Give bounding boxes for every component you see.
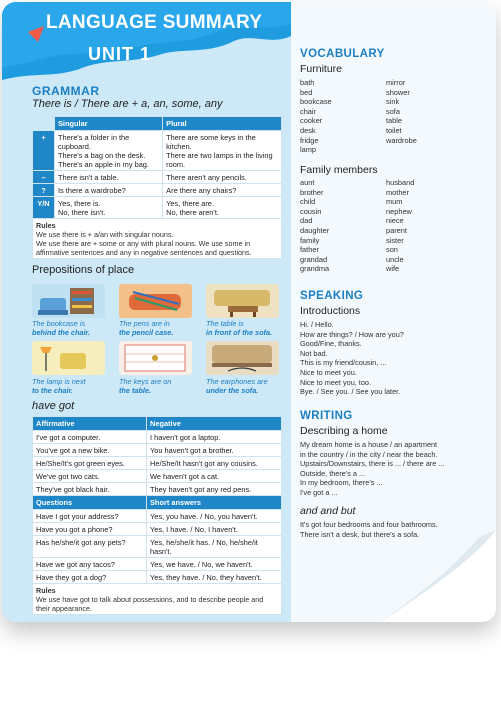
list-item: cousin [300,206,322,216]
list-item: desk [300,126,316,135]
list-item: mum [386,197,403,207]
list-item: In my bedroom, there's ... [300,478,383,488]
table-row: + There's a folder in the cupboard. There's a bag on the desk. There's an apple in my bag. There are some keys in the kitchen. There are two lamps in the living room. [33,131,282,171]
list-item: grandad [300,254,328,264]
list-item: bed [300,87,313,97]
table-row: Have they got a dog? Yes, they have. / No, they haven't. [33,571,282,584]
list-item: lamp [300,145,317,155]
prep-caption-5: The keys are on the table. [119,377,172,395]
list-item: grandma [300,264,330,274]
table-row: They've got black hair. They haven't got any red pens. [33,483,282,496]
list-item: Outside, there's a ... [300,468,366,478]
list-item: husband [386,178,415,187]
have-got-table: Affirmative Negative I've got a computer. I haven't got a laptop. You've got a new bike. You haven't got a brother. He/She/It's got green eyes. He/She/It hasn't got any cousins. We've got two cats. We haven't got a cat. They've got black hair. They haven't got any red pens. Questions Short answers Have I got your address? Yes, you have. / No, you haven't. Have you got a phone? Yes, I have. / No, I haven't. Has he/she/it got any pets? Yes, he/she/it has. / No, he/she/it hasn't. Have we got any tacos? Yes, we have. / No, we haven't. Have they got a dog? Yes, they have. / No, they haven't. Rules We use have got to talk about possessions, and to describe people and their appearance. [32,416,282,615]
list-item: brother [300,187,324,197]
prepositions-title: Prepositions of place [32,264,135,276]
list-item: daughter [300,226,330,235]
rule-text: We use there is + a/an with singular nouns. [36,229,174,239]
speaking-heading: SPEAKING [300,290,364,302]
banner-unit: UNIT 1 [88,44,152,64]
list-item: in the country / in the city / near the beach. [300,449,438,459]
list-item: bookcase [300,97,332,107]
page-curl-icon [382,530,496,622]
list-item: sister [386,235,404,245]
table-row: Have we got any tacos? Yes, we have. / No, we haven't. [33,558,282,571]
list-item: It's got four bedrooms and four bathrooms. [300,520,438,529]
list-item: toilet [386,126,402,135]
list-item: Bye. / See you. / See you later. [300,387,401,397]
have-got-title: have got [32,400,75,412]
prep-caption-4: The lamp is next to the chair. [32,377,86,395]
list-item: My dream home is a house / an apartment [300,440,438,449]
list-item: Nice to meet you. [300,368,357,377]
list-item: chair [300,106,317,116]
family-title: Family members [300,164,378,176]
prep-caption-1: The bookcase is behind the chair. [32,319,90,337]
list-item: uncle [386,254,404,264]
list-item: fridge [300,135,319,145]
table-row: You've got a new bike. You haven't got a brother. [33,444,282,457]
list-item: parent [386,226,407,235]
furniture-title: Furniture [300,63,343,75]
col-plural: Plural [163,117,282,131]
list-item: mirror [386,78,406,87]
list-item: How are things? / How are you? [300,329,404,339]
list-item: There isn't a desk, but there's a sofa. [300,529,420,539]
list-item: child [300,197,316,207]
prep-caption-6: The earphones are under the sofa. [206,377,268,395]
there-is-table [32,116,282,259]
banner-title: LANGUAGE SUMMARY [46,12,263,33]
table-row: Y/N Yes, there is. No, there isn't. Yes, there are. No, there aren't. [33,197,282,219]
table-row: We've got two cats. We haven't got a cat. [33,470,282,483]
list-item: Good/Fine, thanks. [300,339,362,349]
summary-page [2,2,496,622]
list-item: Not bad. [300,348,328,358]
list-item: wardrobe [386,135,417,145]
list-item: niece [386,216,404,226]
list-item: aunt [300,178,315,187]
grammar-heading: GRAMMAR [32,84,100,98]
list-item: shower [386,87,410,97]
list-item: son [386,245,398,255]
table-row: Has he/she/it got any pets? Yes, he/she/it has. / No, he/she/it hasn't. [33,536,282,558]
list-item: sink [386,97,400,107]
left-panel [2,2,291,622]
vocabulary-heading: VOCABULARY [300,48,385,60]
keys-table-image [119,341,192,375]
earphones-sofa-image [206,341,279,375]
bookcase-chair-image [32,284,105,318]
list-item: sofa [386,106,400,116]
grammar-subtitle: There is / There are + a, an, some, any [32,98,223,110]
list-item: nephew [386,206,412,216]
list-item: Hi. / Hello. [300,320,334,329]
table-row: Have I got your address? Yes, you have. / No, you haven't. [33,510,282,523]
table-row: ? Is there a wardrobe? Are there any chairs? [33,184,282,197]
prep-caption-3: The table is in front of the sofa. [206,319,273,337]
writing-subtitle: Describing a home [300,425,388,437]
speaking-subtitle: Introductions [300,305,361,317]
list-item: father [300,245,319,255]
rule-text: We use have got to talk about possessions, and to describe people and their appearance. [36,594,264,613]
list-item: family [300,235,320,245]
table-row: I've got a computer. I haven't got a laptop. [33,431,282,444]
list-item: bath [300,78,315,87]
list-item: Upstairs/Downstairs, there is ... / there are ... [300,459,445,469]
list-item: mother [386,187,410,197]
table-row: – There isn't a table. There aren't any pencils. [33,171,282,184]
sofa-table-image [206,284,279,318]
list-item: wife [386,264,400,274]
writing-heading: WRITING [300,410,353,422]
list-item: Nice to meet you, too. [300,377,371,387]
lamp-chair-image [32,341,105,375]
list-item: cooker [300,116,323,126]
pencil-case-image [119,284,192,318]
prep-caption-2: The pens are in the pencil case. [119,319,174,337]
col-singular: Singular [55,117,163,131]
table-row: Have you got a phone? Yes, I have. / No, I haven't. [33,523,282,536]
list-item: table [386,116,403,126]
list-item: I've got a ... [300,488,338,497]
list-item: dad [300,216,313,226]
rules-heading: Rules [36,585,56,595]
rules-heading: Rules [36,220,56,230]
rule-text: We use there are + some or any with plural nouns. We use some in affirmative sentences and any in negative sentences and questions. [36,238,252,257]
table-row: He/She/It's got green eyes. He/She/It hasn't got any cousins. [33,457,282,470]
and-but-title: and and but [300,505,356,517]
list-item: This is my friend/cousin, ... [300,358,387,368]
banner [2,2,291,84]
